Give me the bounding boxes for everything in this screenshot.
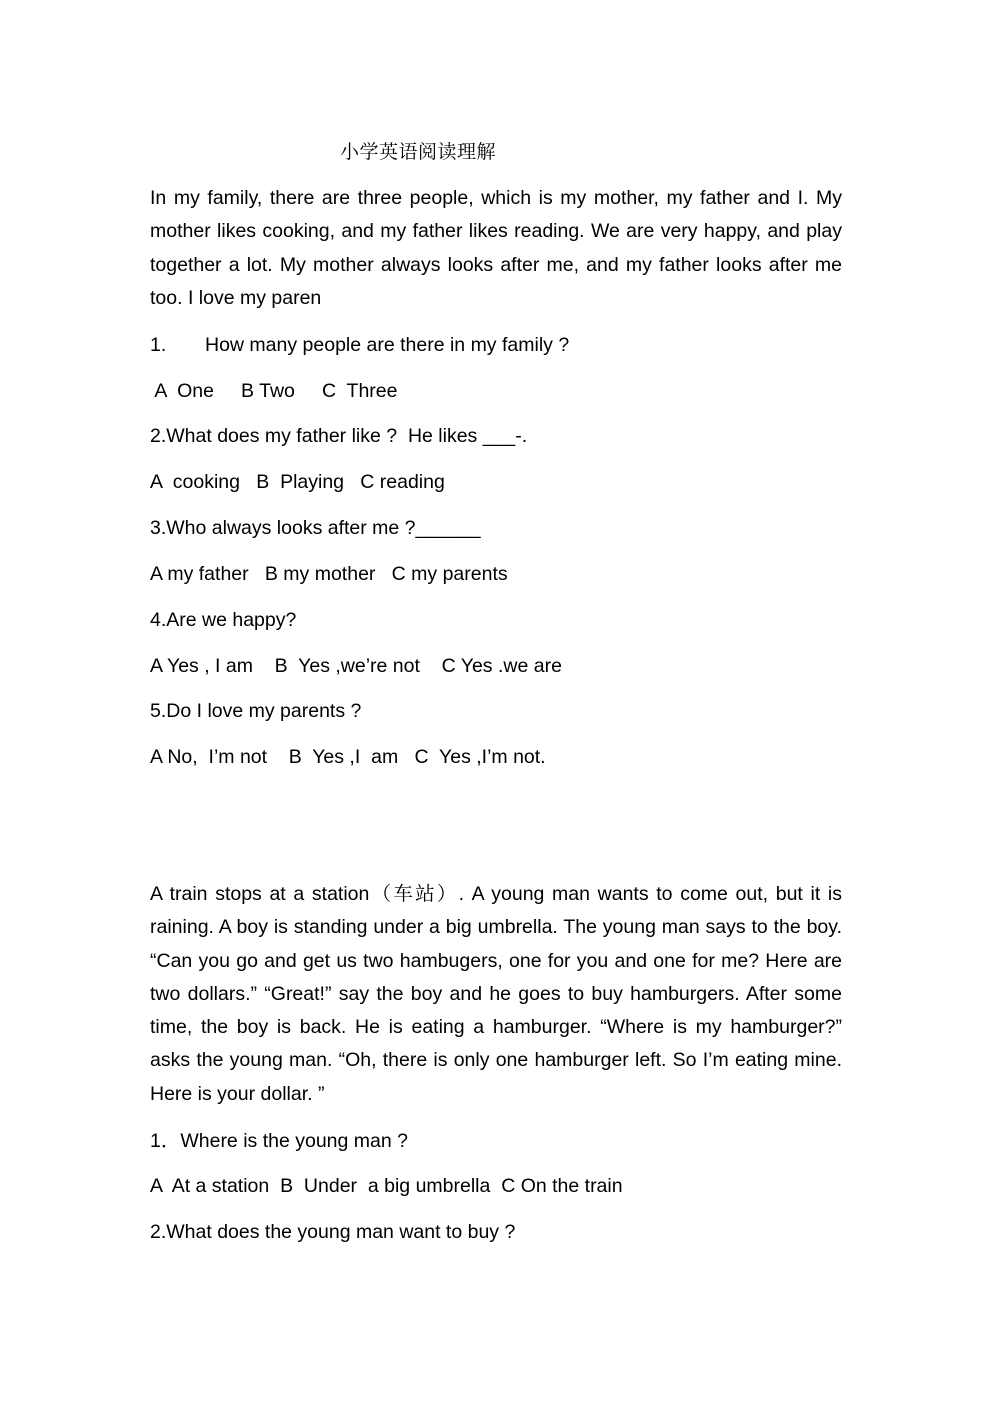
question-1-number: 1. bbox=[150, 334, 167, 356]
question-4-text: 4.Are we happy? bbox=[150, 609, 297, 631]
question-1-options: A One B Two C Three bbox=[150, 380, 398, 402]
document-title: 小学英语阅读理解 bbox=[340, 142, 497, 163]
passage-2: A train stops at a station（车站）. A young man wants to come out, but it is raining. A boy is standing under a big umbrella. The young man says to the boy. “Can you go and get us two hambugers, one for you and one for me? Here are two dollars.” “Great!” say the boy and he goes to buy hamburgers. After some time, the boy is back. He is eating a hamburger. “Where is my hamburger?” asks the young man. “Oh, there is only one hamburger left. So I’m eating mine. Here is your dollar. ” bbox=[150, 883, 842, 1105]
question-4-options: A Yes , I am B Yes ,we’re not C Yes .we are bbox=[150, 655, 562, 677]
passage-2-question-1-options: A At a station B Under a big umbrella C On the train bbox=[150, 1175, 623, 1197]
question-2-text: 2.What does my father like ? He likes ___-. bbox=[150, 425, 528, 447]
question-1-text: How many people are there in my family ? bbox=[205, 334, 570, 356]
question-3-text: 3.Who always looks after me ?______ bbox=[150, 517, 481, 539]
question-5-options: A No, I’m not B Yes ,I am C Yes ,I’m not. bbox=[150, 746, 546, 768]
passage-1: In my family, there are three people, which is my mother, my father and I. My mother likes cooking, and my father likes reading. We are very happy, and play together a lot. My mother always looks after me, and my father looks after me too. I love my paren bbox=[150, 187, 842, 309]
question-5-text: 5.Do I love my parents ? bbox=[150, 700, 362, 722]
passage-2-question-1-text: 1．Where is the young man ? bbox=[150, 1130, 408, 1152]
question-3-options: A my father B my mother C my parents bbox=[150, 563, 508, 585]
question-2-options: A cooking B Playing C reading bbox=[150, 471, 445, 493]
passage-2-question-2-text: 2.What does the young man want to buy ? bbox=[150, 1221, 516, 1243]
